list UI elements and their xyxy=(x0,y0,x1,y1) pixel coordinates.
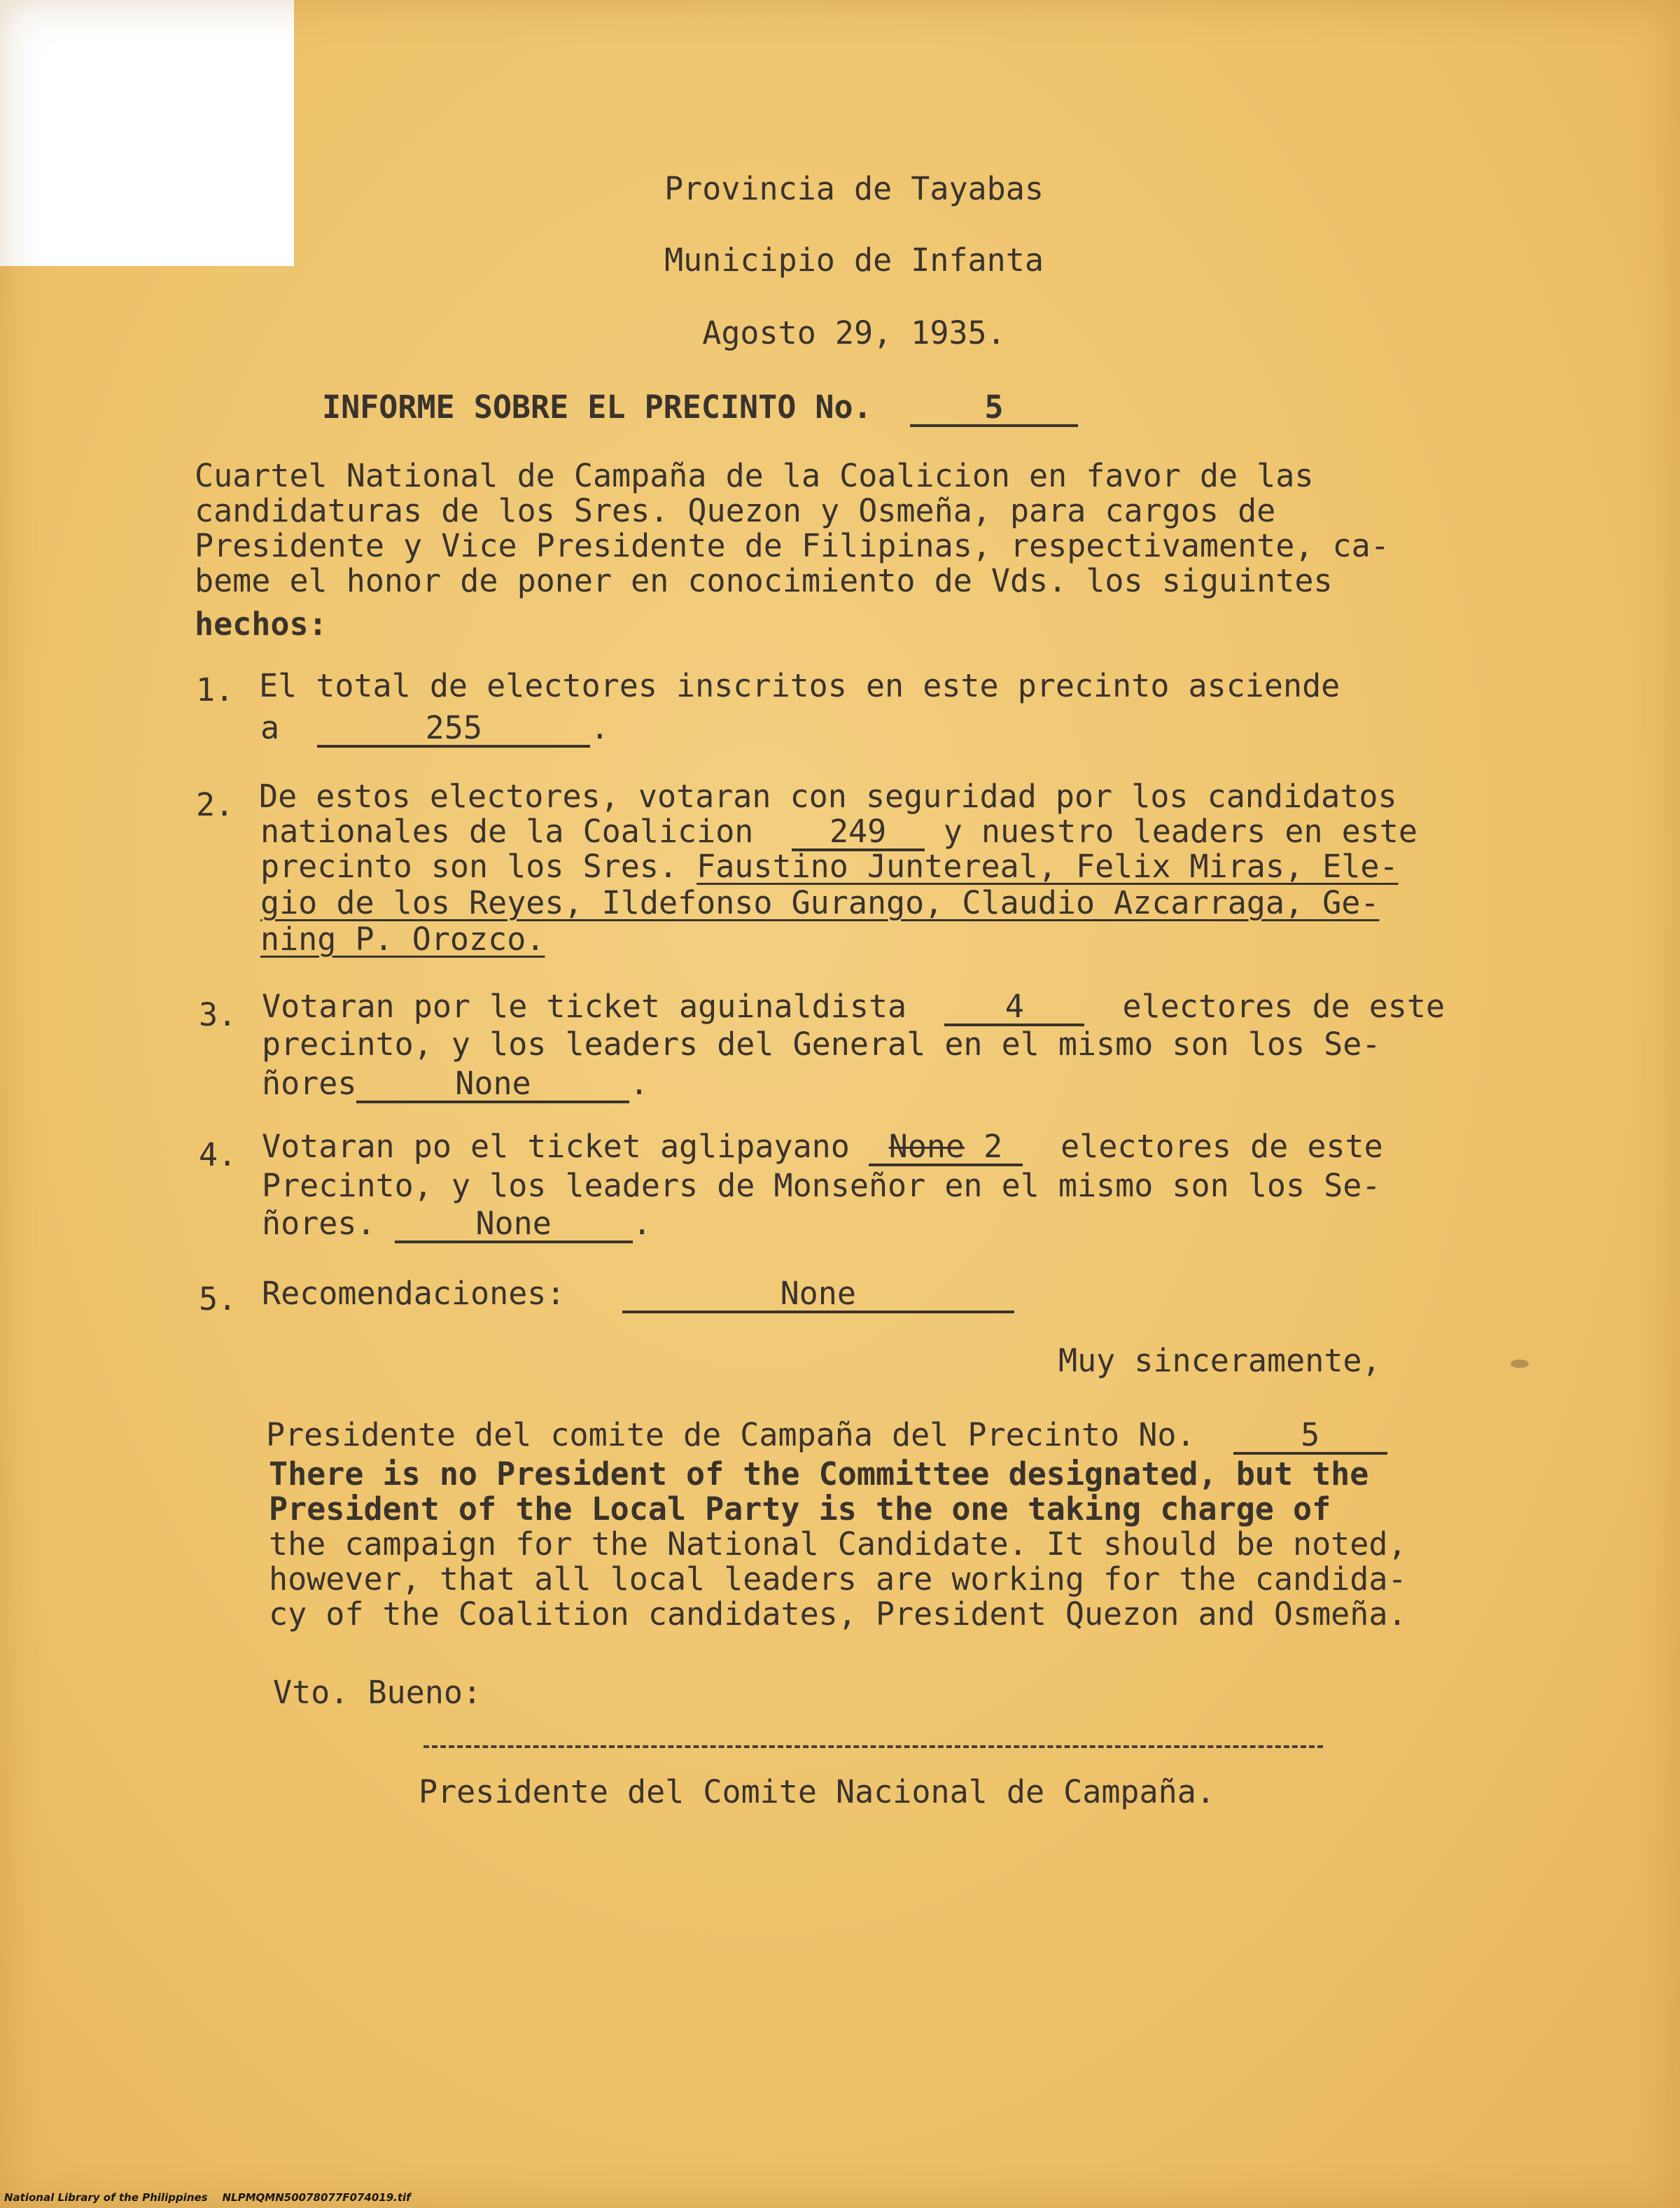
precinct-number: 5 xyxy=(910,391,1078,427)
total-registered-voters: 255 xyxy=(317,711,590,748)
item-3-line-1 xyxy=(262,988,1445,1026)
item-5-number: 5. xyxy=(199,1280,237,1318)
item-2-line-3-text: precinto son los Sres. xyxy=(260,848,678,885)
item-5-line xyxy=(262,1276,1014,1313)
item-3-line-3 xyxy=(262,1065,649,1103)
item-4-line-1-tail: electores de este xyxy=(1060,1128,1383,1165)
intro-line-1: Cuartel National de Campaña de la Coalicion en favor de las xyxy=(195,457,1314,494)
coalition-leaders-2: gio de los Reyes, Ildefonso Gurango, Claudio Azcarraga, Ge- xyxy=(260,884,1380,921)
item-1-number: 1. xyxy=(196,671,234,708)
coalition-votes: 249 xyxy=(792,815,925,851)
recommendations-value: None xyxy=(622,1277,1014,1313)
struck-entry: None xyxy=(888,1128,965,1165)
item-3-number: 3. xyxy=(199,996,237,1033)
scan-corner xyxy=(0,0,294,266)
committee-note-5: cy of the Coalition candidates, President Quezon and Osmeña. xyxy=(269,1595,1407,1633)
item-4-line-3 xyxy=(262,1206,652,1243)
item-3-line-2: precinto, y los leaders del General en el mismo son los Se- xyxy=(262,1026,1381,1063)
signature-title: Presidente del Comite Nacional de Campaña. xyxy=(419,1773,1215,1810)
item-4-line-1-text: Votaran po el ticket aglipayano xyxy=(262,1128,850,1165)
item-2-line-1: De estos electores, votaran con seguridad por los candidatos xyxy=(259,778,1397,815)
recommendations-label: Recomendaciones: xyxy=(262,1275,566,1312)
municipality-heading: Municipio de Infanta xyxy=(664,242,1044,279)
committee-note-3: the campaign for the National Candidate. It should be noted, xyxy=(269,1525,1407,1563)
coalition-leaders-3: ning P. Orozco. xyxy=(260,921,545,958)
item-2-line-3 xyxy=(260,848,1399,885)
item-2-line-2-tail: y nuestro leaders en este xyxy=(943,813,1418,850)
intro-line-5: hechos: xyxy=(195,606,328,643)
signature-line xyxy=(424,1745,1323,1748)
date-heading: Agosto 29, 1935. xyxy=(702,314,1006,351)
item-4-line-2: Precinto, y los leaders de Monseñor en el mismo son los Se- xyxy=(262,1167,1381,1204)
item-4-line-1 xyxy=(262,1129,1383,1166)
item-1-line-1: El total de electores inscritos en este precinto asciende xyxy=(259,667,1340,704)
item-1-lead: a xyxy=(260,709,280,746)
item-4-line-3-text: ñores. xyxy=(262,1205,376,1242)
committee-note-4: however, that all local leaders are working for the candida- xyxy=(269,1560,1407,1598)
item-4-number: 4. xyxy=(199,1136,237,1173)
report-title: INFORME SOBRE EL PRECINTO No. xyxy=(322,389,872,426)
ink-smudge xyxy=(1511,1360,1529,1368)
item-2-number: 2. xyxy=(196,786,234,823)
library-name: National Library of the Philippines xyxy=(4,2191,208,2204)
committee-precinct-number: 5 xyxy=(1233,1418,1387,1455)
item-3-line-3-text: ñores xyxy=(262,1065,357,1102)
intro-line-3: Presidente y Vice Presidente de Filipinas, respectivamente, ca- xyxy=(195,527,1390,564)
committee-text: Presidente del comite de Campaña del Precinto No. xyxy=(266,1416,1196,1453)
province-heading: Provincia de Tayabas xyxy=(664,170,1044,207)
file-id: NLPMQMN50078077F074019.tif xyxy=(222,2191,411,2204)
item-3-line-1-tail: electores de este xyxy=(1122,988,1446,1025)
aglipay-votes-field xyxy=(869,1130,1023,1166)
item-4-end: . xyxy=(632,1205,652,1242)
item-2-line-2 xyxy=(260,813,1418,851)
closing: Muy sinceramente, xyxy=(1058,1342,1381,1379)
aglipay-leaders: None xyxy=(395,1207,633,1243)
item-3-line-1-text: Votaran por le ticket aguinaldista xyxy=(262,988,907,1025)
committee-note-1: There is no President of the Committee designated, but the xyxy=(269,1455,1369,1493)
aglipay-votes: 2 xyxy=(983,1128,1003,1165)
item-2-line-2-text: nationales de la Coalicion xyxy=(260,813,754,850)
intro-line-4: beme el honor de poner en conocimiento de Vds. los siguintes xyxy=(195,562,1333,599)
aguinaldo-votes: 4 xyxy=(944,990,1084,1026)
intro-line-2: candidaturas de los Sres. Quezon y Osmeña, para cargos de xyxy=(195,492,1276,529)
item-3-end: . xyxy=(629,1065,649,1102)
archive-footer xyxy=(4,2191,411,2204)
aguinaldo-leaders: None xyxy=(356,1067,629,1103)
report-title-line xyxy=(322,389,1078,427)
coalition-leaders-1: Faustino Juntereal, Felix Miras, Ele- xyxy=(696,848,1399,885)
committee-note-2: President of the Local Party is the one taking charge of xyxy=(269,1490,1331,1528)
committee-line-1 xyxy=(266,1417,1387,1455)
approval-label: Vto. Bueno: xyxy=(273,1674,482,1711)
item-1-line-2 xyxy=(260,710,609,748)
item-1-end: . xyxy=(590,709,610,746)
